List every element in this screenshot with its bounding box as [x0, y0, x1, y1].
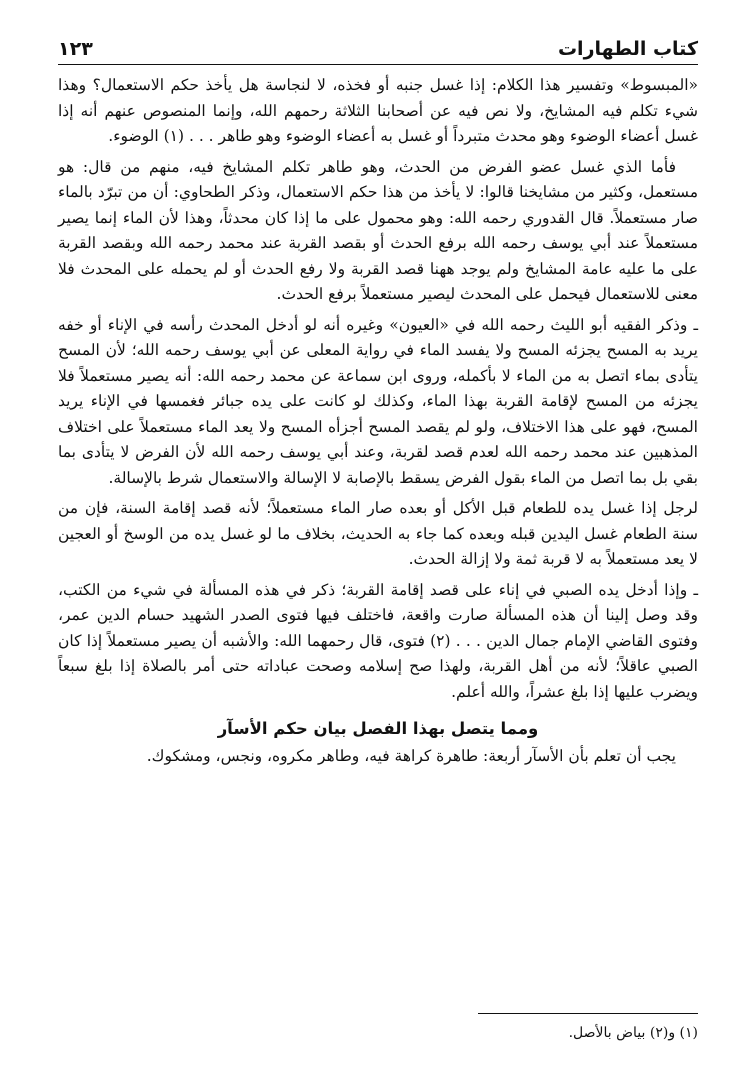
paragraph-5: ـ وإذا أدخل يده الصبي في إناء على قصد إقامة القربة؛ ذكر في هذه المسألة في شيء من الكتب، وقد وصل إلينا أن هذه المسألة صارت واقعة، فاختلف فيها فتوى الصدر الشهيد حسام الدين عمر، وفتوى القاضي الإمام جمال الدين . . . (٢) فتوى، قال رحمهما الله: والأشبه أن يصير مستعملاً إذا كان الصبي عاقلاً؛ لأنه من أهل القربة، ولهذا صح إسلامه وصحت عباداته حتى أمر بالصلاة إذا بلغ سبعاً ويضرب عليها إذا بلغ عشراً، والله أعلم. — [58, 580, 698, 701]
book-page — [58, 28, 698, 1078]
main-text — [58, 73, 698, 770]
paragraph-1: «المبسوط» وتفسير هذا الكلام: إذا غسل جنبه أو فخذه، لا لنجاسة هل يأخذ حكم الاستعمال؟ وهذا شيء تكلم فيه المشايخ، ولا نص فيه عن أصحابنا الثلاثة رحمهم الله، وإنما المنصوص عنهم أنه إذا غسل أعضاء الوضوء وهو محدث متبرداً أو غسل به أعضاء الوضوء وهو طاهر . . . (١) الوضوء. — [58, 76, 698, 145]
paragraph-final: يجب أن تعلم بأن الأسآر أربعة: طاهرة كراهة فيه، وطاهر مكروه، ونجس، ومشكوك. — [146, 747, 676, 765]
paragraph-2: فأما الذي غسل عضو الفرض من الحدث، وهو طاهر تكلم المشايخ فيه، منهم من قال: هو مستعمل، وكثير من مشايخنا قالوا: لا يأخذ من هذا حكم الاستعمال، وذكر الطحاوي: أن من تبرّد بالماء صار مستعملاً. قال القدوري رحمه الله: وهو محمول على ما إذا كان محدثاً، وهذا لأن الماء إنما يصير مستعملاً عند أبي يوسف رحمه الله برفع الحدث أو بقصد القربة عند محمد رحمه الله وبقصد القربة على ما عليه عامة المشايخ ولم يوجد ههنا قصد القربة ولا رفع الحدث أو لم يحمله على المحدث فلا معنى للاستعمال فيحمل على المحدث ليصير مستعملاً برفع الحدث. — [58, 157, 698, 303]
running-title: كتاب الطهارات — [557, 38, 698, 60]
page-number: ١٢٣ — [58, 38, 93, 60]
paragraph-3: ـ وذكر الفقيه أبو الليث رحمه الله في «العيون» وغيره أنه لو أدخل المحدث رأسه في الإناء أو خفه يريد به المسح يجزئه المسح ولا يفسد الماء في رواية المعلى عن أبي يوسف رحمه الله؛ لأن المسح يتأدى بماء اتصل به من الماء لا بأكمله، وروى ابن سماعة عن محمد رحمه الله: أنه يصير مستعملاً فلا يجزئه من المسح لإقامة القربة بهذا الماء، وكذلك لو كانت على يده جبائر فغمسها في الإناء يريد المسح، فهو على هذا الاختلاف، ولو لم يقصد المسح أجزأه المسح ولا يعد الماء مستعملاً على اختلاف المذهبين عند محمد رحمه الله لعدم قصد لقربة، وعند أبي يوسف رحمه الله لأن الفرض لا يتأدى بما بقي بل بما اتصل من الماء بقول الفرض يسقط بالإصابة لا الإسالة والاستعمال شرط بالإسالة. — [58, 315, 698, 487]
footnote-divider — [478, 1013, 698, 1014]
page-header — [58, 28, 698, 65]
section-heading: ومما يتصل بهذا الفصل بيان حكم الأسآر — [217, 719, 539, 738]
footnote: (١) و(٢) بياض بالأصل. — [568, 1025, 698, 1041]
paragraph-4: لرجل إذا غسل يده للطعام قبل الأكل أو بعده صار الماء مستعملاً؛ لأنه قصد إقامة السنة، فإن من سنة الطعام غسل اليدين قبله وبعده كما جاء به الحديث، بخلاف ما لو غسل يده من الوسخ أو العجين لا يعد مستعملاً به لا قربة ثمة ولا إزالة الحدث. — [58, 499, 698, 568]
